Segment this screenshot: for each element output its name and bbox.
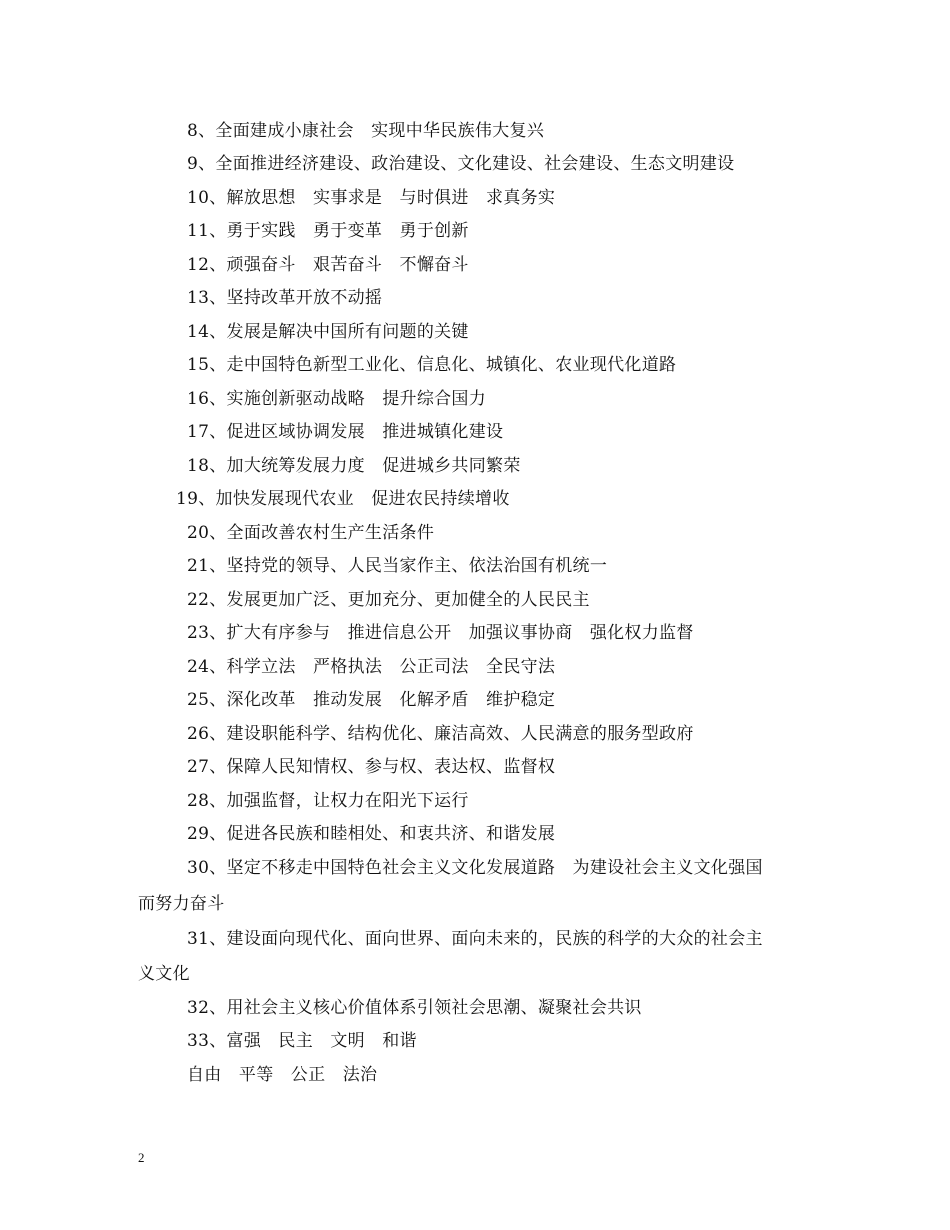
list-item-21: 21、坚持党的领导、人民当家作主、依法治国有机统一	[187, 556, 608, 576]
list-item-27: 27、保障人民知情权、参与权、表达权、监督权	[187, 757, 556, 777]
list-item-33-continuation: 自由 平等 公正 法治	[187, 1065, 378, 1085]
list-item-22: 22、发展更加广泛、更加充分、更加健全的人民民主	[187, 590, 590, 610]
list-item-32: 32、用社会主义核心价值体系引领社会思潮、凝聚社会共识	[187, 998, 642, 1018]
list-item-15: 15、走中国特色新型工业化、信息化、城镇化、农业现代化道路	[187, 355, 677, 375]
list-item-11: 11、勇于实践 勇于变革 勇于创新	[187, 221, 469, 241]
list-item-23: 23、扩大有序参与 推进信息公开 加强议事协商 强化权力监督	[187, 623, 694, 643]
list-item-9: 9、全面推进经济建设、政治建设、文化建设、社会建设、生态文明建设	[187, 154, 735, 174]
list-item-10: 10、解放思想 实事求是 与时俱进 求真务实	[187, 188, 556, 208]
list-item-30: 30、坚定不移走中国特色社会主义文化发展道路 为建设社会主义文化强国	[187, 858, 763, 878]
list-item-17: 17、促进区域协调发展 推进城镇化建设	[187, 422, 504, 442]
list-item-20: 20、全面改善农村生产生活条件	[187, 523, 435, 543]
list-item-14: 14、发展是解决中国所有问题的关键	[187, 322, 469, 342]
list-item-13: 13、坚持改革开放不动摇	[187, 288, 383, 308]
list-item-25: 25、深化改革 推动发展 化解矛盾 维护稳定	[187, 690, 556, 710]
list-item-18: 18、加大统筹发展力度 促进城乡共同繁荣	[187, 456, 521, 476]
list-item-8: 8、全面建成小康社会 实现中华民族伟大复兴	[187, 121, 545, 141]
list-item-31-continuation: 义文化	[138, 964, 190, 984]
list-item-12: 12、顽强奋斗 艰苦奋斗 不懈奋斗	[187, 255, 469, 275]
list-item-24: 24、科学立法 严格执法 公正司法 全民守法	[187, 657, 556, 677]
list-item-30-continuation: 而努力奋斗	[138, 894, 225, 914]
list-item-33: 33、富强 民主 文明 和谐	[187, 1031, 417, 1051]
list-item-28: 28、加强监督，让权力在阳光下运行	[187, 791, 469, 811]
page-number: 2	[138, 1150, 145, 1165]
list-item-29: 29、促进各民族和睦相处、和衷共济、和谐发展	[187, 824, 556, 844]
list-item-16: 16、实施创新驱动战略 提升综合国力	[187, 389, 487, 409]
list-item-19: 19、加快发展现代农业 促进农民持续增收	[176, 489, 510, 509]
list-item-31: 31、建设面向现代化、面向世界、面向未来的，民族的科学的大众的社会主	[187, 929, 763, 949]
list-item-26: 26、建设职能科学、结构优化、廉洁高效、人民满意的服务型政府	[187, 724, 694, 744]
